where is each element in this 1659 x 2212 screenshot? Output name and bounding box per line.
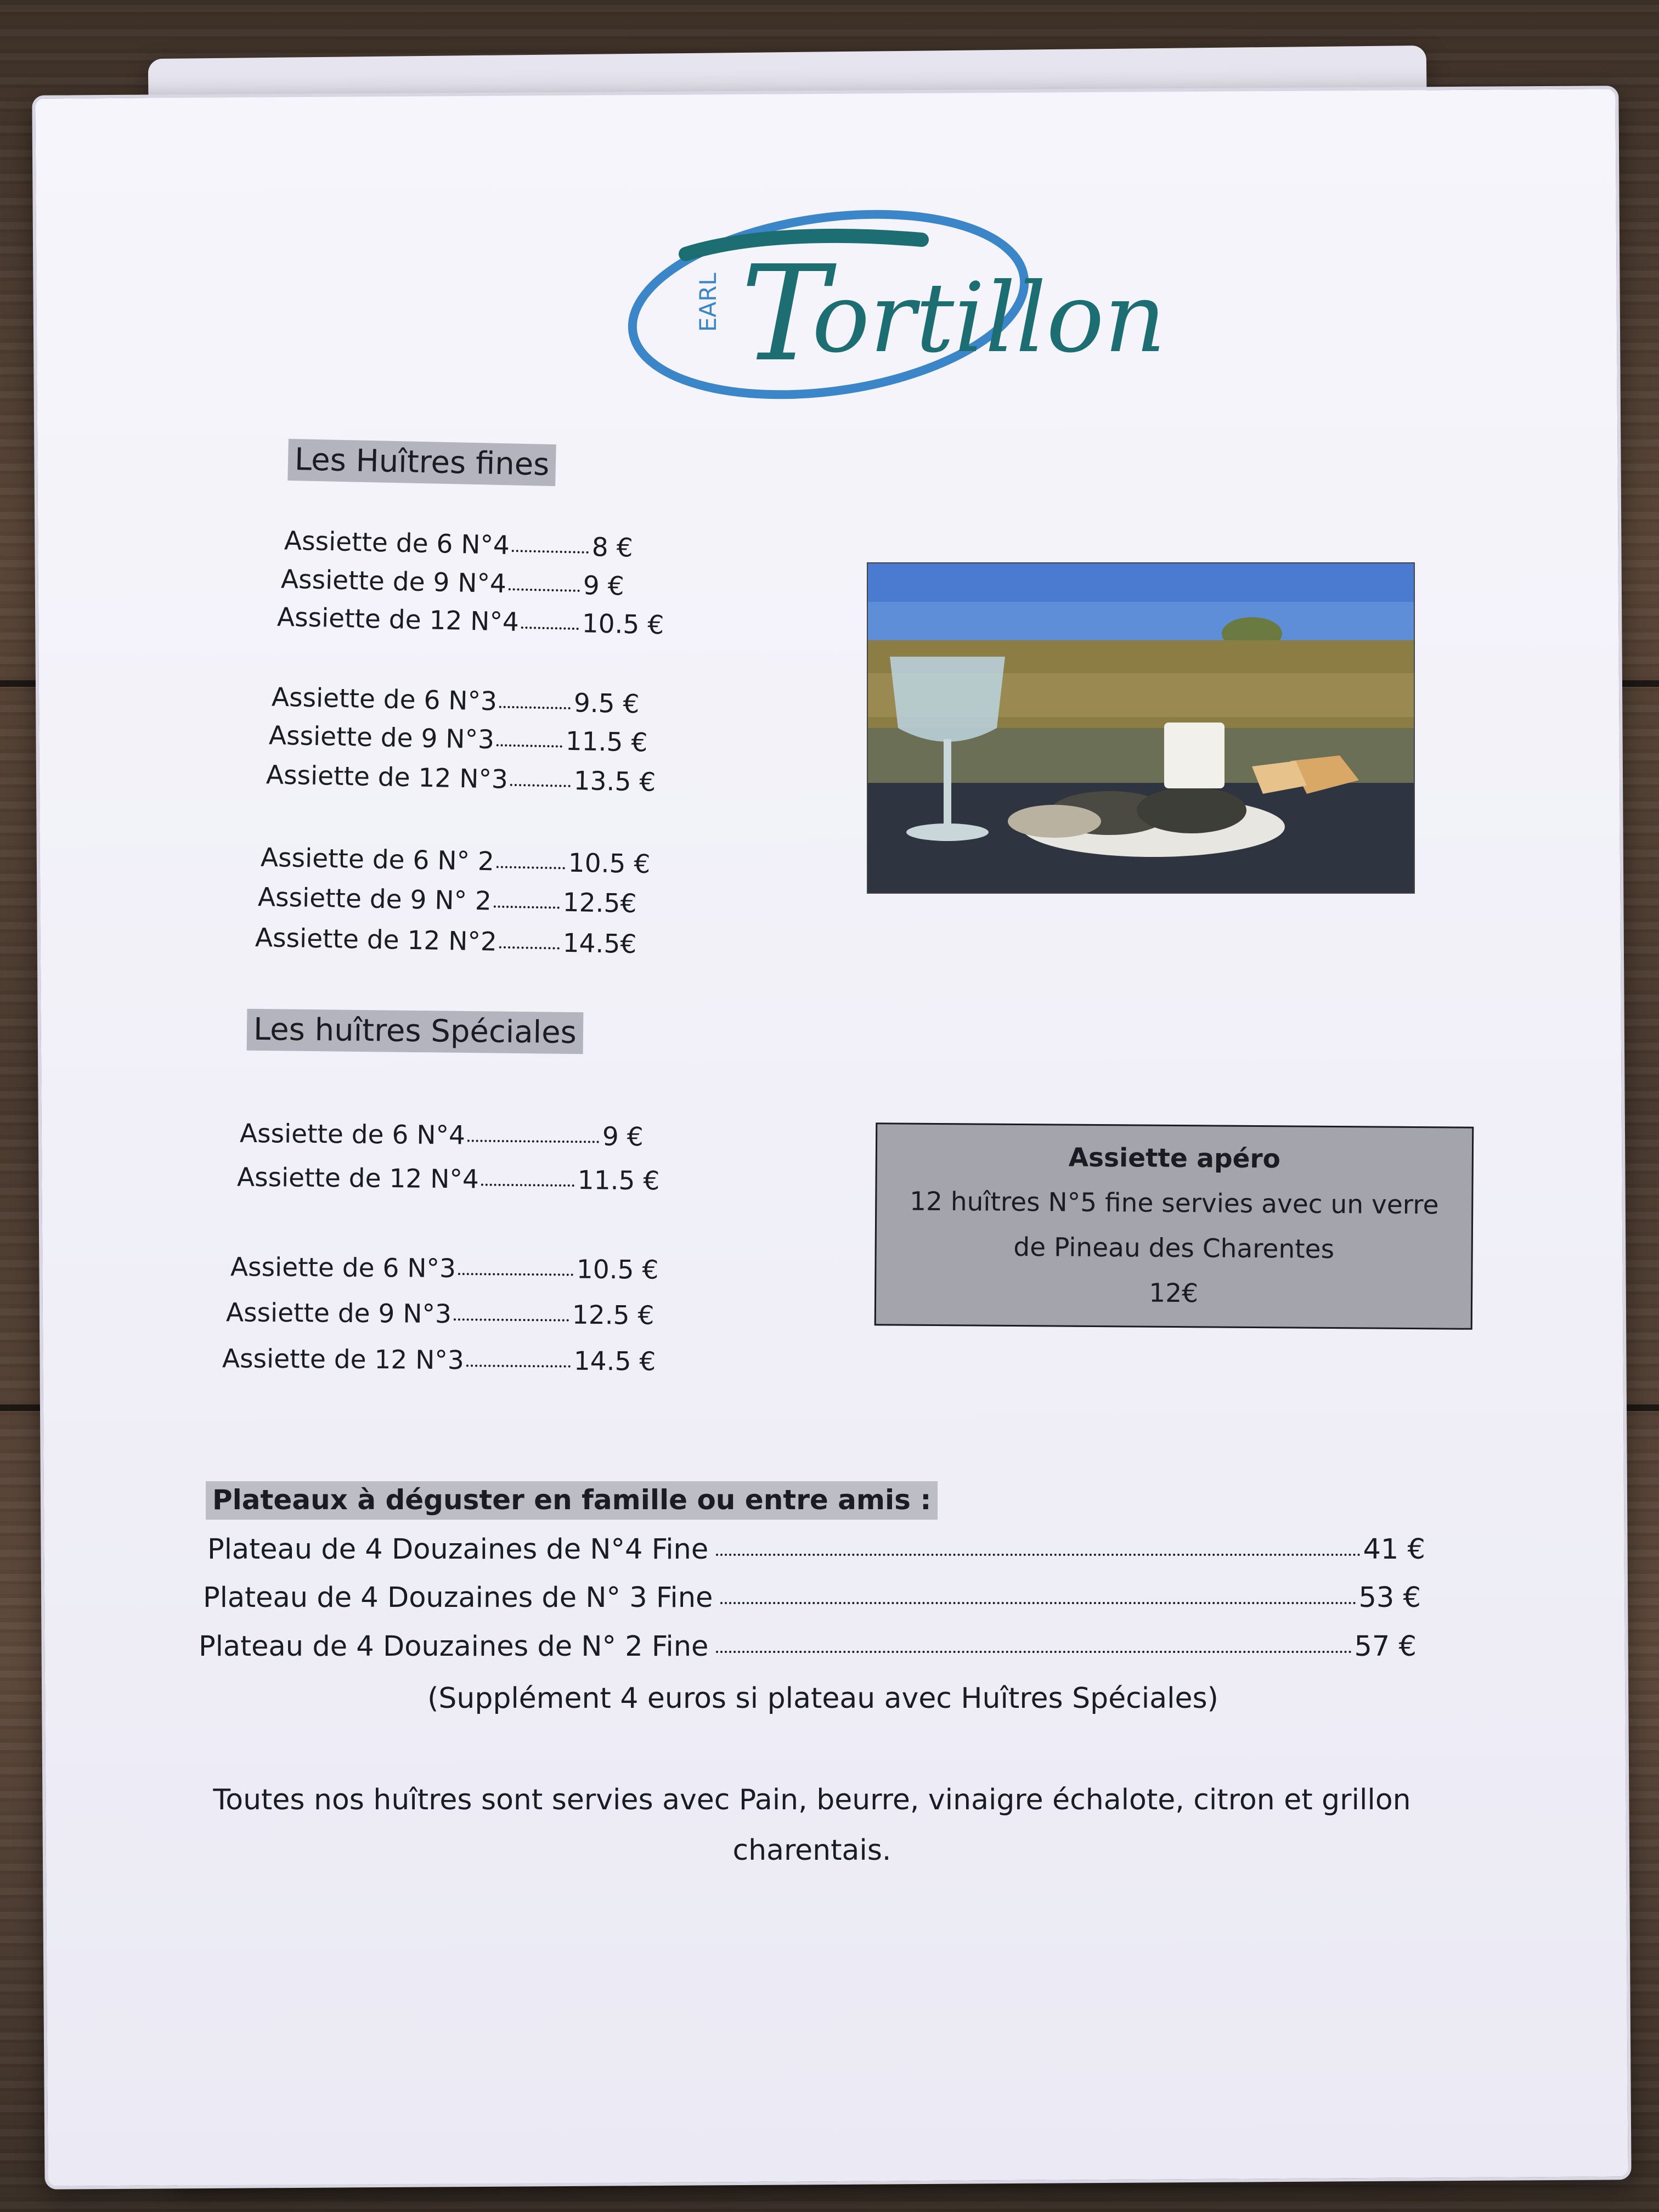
menu-item-label: Assiette de 12 N°2 bbox=[255, 922, 498, 957]
menu-item bbox=[240, 1119, 644, 1152]
section-title-plateaux: Plateaux à déguster en famille ou entre amis : bbox=[206, 1481, 938, 1520]
menu-item-price: 9 € bbox=[583, 570, 625, 602]
menu-item-label: Assiette de 9 N°4 bbox=[280, 564, 507, 600]
menu-item-label: Assiette de 9 N° 2 bbox=[257, 882, 492, 917]
section-title-speciales: Les huîtres Spéciales bbox=[247, 1009, 584, 1054]
menu-item-price: 10.5 € bbox=[576, 1254, 659, 1285]
menu-item-label: Assiette de 6 N°4 bbox=[239, 1118, 466, 1151]
menu-item-price: 9 € bbox=[602, 1121, 644, 1153]
menu-item bbox=[237, 1163, 660, 1197]
plateau-item bbox=[203, 1582, 1421, 1614]
plateau-label: Plateau de 4 Douzaines de N°4 Fine bbox=[207, 1533, 709, 1566]
menu-item-price: 10.5 € bbox=[568, 848, 651, 880]
plateau-price: 41 € bbox=[1363, 1533, 1425, 1566]
dot-leader bbox=[499, 706, 571, 709]
dot-leader bbox=[481, 1184, 574, 1187]
plateau-label: Plateau de 4 Douzaines de N° 2 Fine bbox=[199, 1630, 709, 1663]
dot-leader bbox=[454, 1318, 569, 1321]
menu-item-label: Assiette de 6 N° 2 bbox=[260, 842, 495, 877]
menu-item-price: 10.5 € bbox=[582, 608, 664, 641]
menu-item-label: Assiette de 6 N°3 bbox=[230, 1252, 456, 1284]
dot-leader bbox=[512, 550, 589, 554]
dot-leader bbox=[496, 744, 562, 747]
apero-box bbox=[874, 1122, 1474, 1330]
menu-item-label: Assiette de 6 N°3 bbox=[271, 682, 498, 717]
menu-item-price: 13.5 € bbox=[573, 765, 656, 798]
menu-item-price: 11.5 € bbox=[577, 1165, 660, 1197]
dot-leader bbox=[496, 866, 565, 869]
plateau-price: 57 € bbox=[1354, 1630, 1417, 1663]
plateaux-supplement: (Supplément 4 euros si plateau avec Huîtres Spéciales) bbox=[427, 1682, 1218, 1715]
menu-item-label: Assiette de 12 N°3 bbox=[266, 760, 509, 795]
dot-leader bbox=[466, 1364, 571, 1367]
menu-item-price: 14.5€ bbox=[562, 928, 637, 960]
plateau-item bbox=[207, 1533, 1425, 1566]
logo-earl: EARL bbox=[695, 273, 721, 332]
apero-line2: de Pineau des Charentes bbox=[1013, 1232, 1335, 1265]
apero-title: Assiette apéro bbox=[1068, 1142, 1281, 1175]
dot-leader bbox=[509, 588, 580, 592]
dot-leader bbox=[716, 1651, 1352, 1653]
menu-item-label: Assiette de 12 N°3 bbox=[222, 1344, 465, 1376]
footer-line1: Toutes nos huîtres sont servies avec Pain, beurre, vinaigre échalote, citron et grillon bbox=[213, 1784, 1411, 1816]
footer-note bbox=[181, 1775, 1443, 1876]
menu-item-price: 11.5 € bbox=[565, 726, 648, 758]
menu-item-price: 14.5 € bbox=[573, 1346, 656, 1377]
menu-item-label: Assiette de 6 N°4 bbox=[284, 526, 510, 561]
apero-price: 12€ bbox=[1149, 1278, 1199, 1309]
apero-line1: 12 huîtres N°5 fine servies avec un verre bbox=[909, 1186, 1439, 1221]
plateau-price: 53 € bbox=[1358, 1582, 1421, 1614]
plateau-label: Plateau de 4 Douzaines de N° 3 Fine bbox=[203, 1582, 713, 1614]
menu-item bbox=[230, 1252, 659, 1285]
menu-item-price: 12.5€ bbox=[562, 887, 637, 919]
dot-leader bbox=[510, 784, 571, 787]
dot-leader bbox=[720, 1602, 1356, 1604]
logo-name: ortillon bbox=[812, 263, 1166, 374]
menu-item bbox=[222, 1344, 656, 1377]
menu-item-price: 8 € bbox=[591, 532, 634, 563]
menu-item-label: Assiette de 9 N°3 bbox=[225, 1297, 452, 1330]
menu-item-label: Assiette de 9 N°3 bbox=[268, 720, 495, 755]
section-title-fines: Les Huîtres fines bbox=[287, 439, 556, 487]
menu-item-price: 9.5 € bbox=[573, 688, 640, 720]
oyster-photo bbox=[867, 562, 1415, 894]
footer-line2: charentais. bbox=[732, 1834, 891, 1867]
dot-leader bbox=[499, 946, 560, 950]
dot-leader bbox=[716, 1554, 1361, 1556]
menu-item-label: Assiette de 12 N°4 bbox=[236, 1162, 479, 1195]
dot-leader bbox=[521, 627, 579, 630]
dot-leader bbox=[458, 1273, 573, 1276]
plateau-item bbox=[199, 1630, 1417, 1663]
menu-item-label: Assiette de 12 N°4 bbox=[276, 602, 520, 637]
svg-text:T: T bbox=[741, 237, 829, 391]
menu-item bbox=[226, 1297, 654, 1330]
tortillon-logo bbox=[614, 195, 1166, 414]
dot-leader bbox=[467, 1139, 599, 1143]
menu-item-price: 12.5 € bbox=[572, 1300, 654, 1331]
dot-leader bbox=[494, 905, 560, 909]
